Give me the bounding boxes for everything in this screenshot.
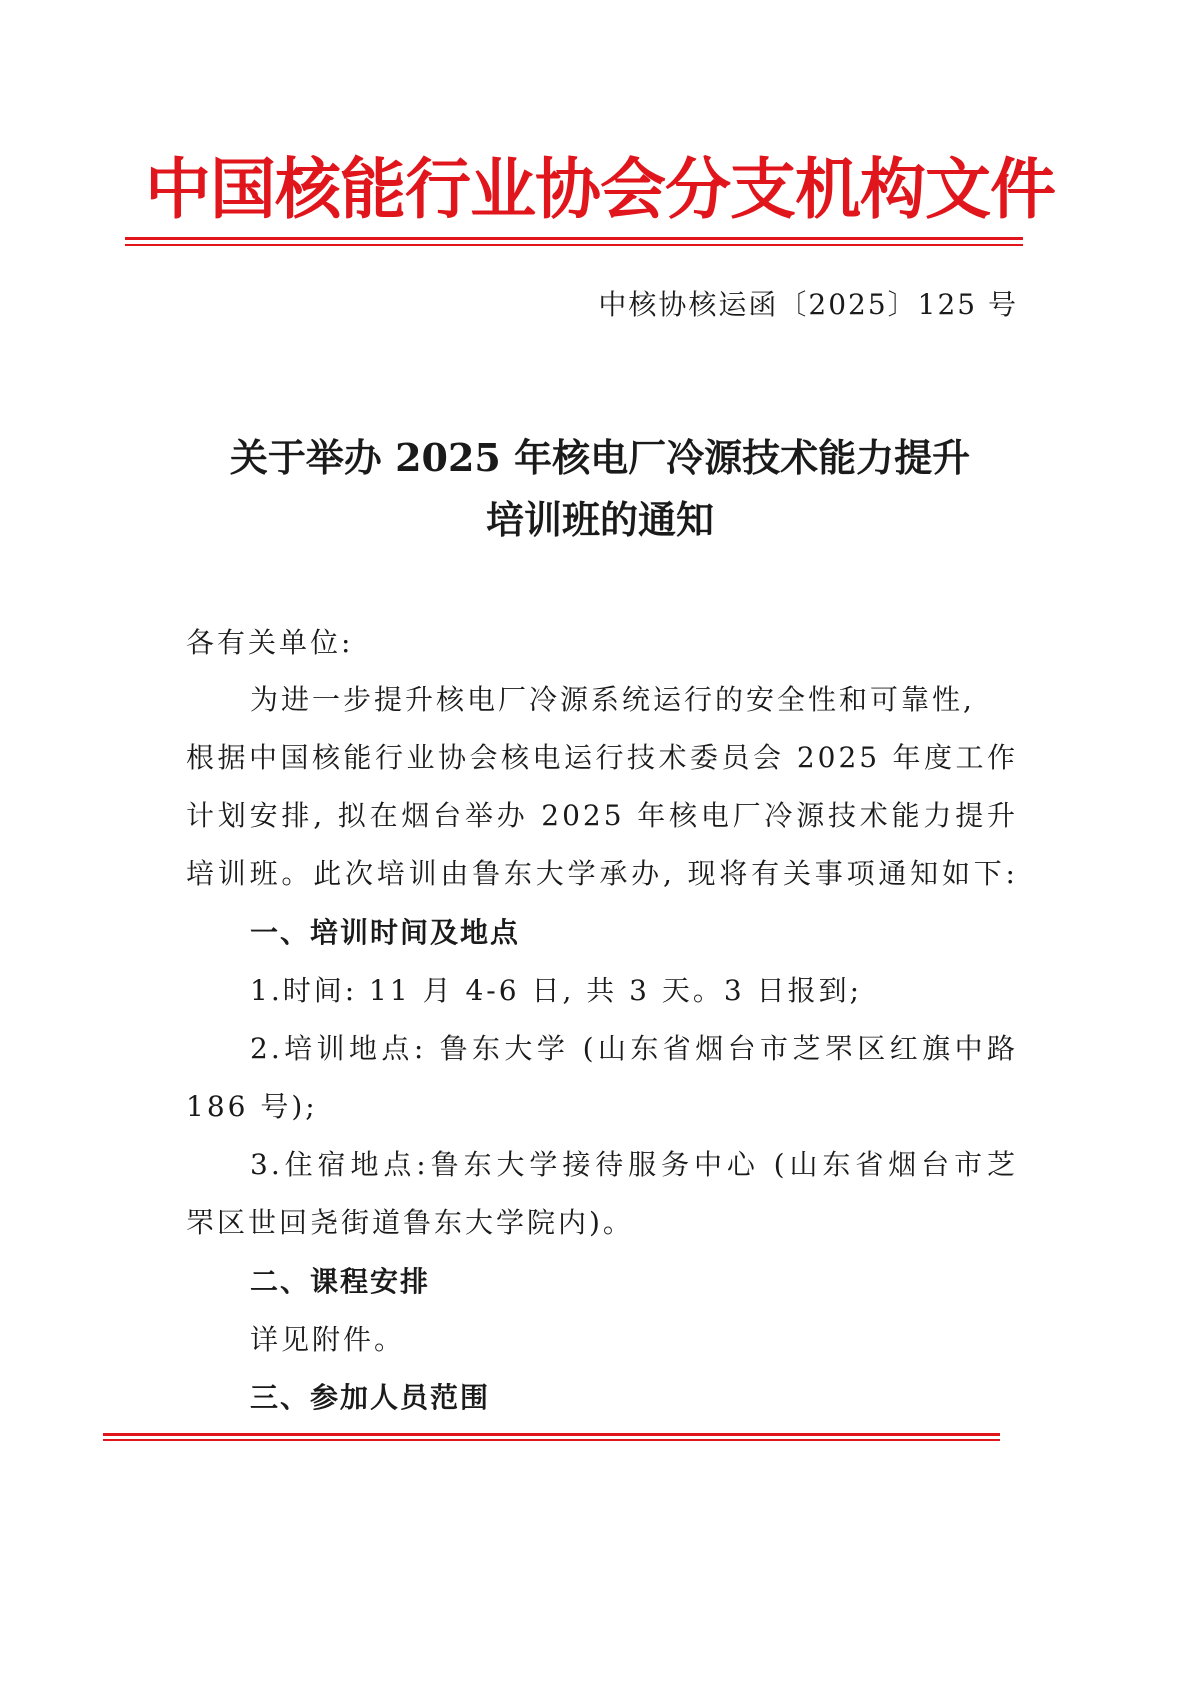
intro-line-3: 计划安排, 拟在烟台举办 2025 年核电厂冷源技术能力提升 <box>186 799 1018 832</box>
document-number: 中核协核运函〔2025〕125 号 <box>598 288 1018 321</box>
section-1-item-2-line-1: 2.培训地点: 鲁东大学 (山东省烟台市芝罘区红旗中路 <box>250 1032 1018 1065</box>
section-1-item-3-line-2: 罘区世回尧街道鲁东大学院内)。 <box>186 1206 634 1239</box>
salutation: 各有关单位: <box>186 626 354 659</box>
intro-line-4: 培训班。此次培训由鲁东大学承办, 现将有关事项通知如下: <box>186 857 1018 890</box>
section-2-text: 详见附件。 <box>250 1323 406 1356</box>
intro-line-1: 为进一步提升核电厂冷源系统运行的安全性和可靠性, <box>250 683 975 716</box>
section-1-heading: 一、培训时间及地点 <box>250 916 521 949</box>
section-2-heading: 二、课程安排 <box>250 1265 431 1298</box>
footer-rule <box>103 1433 1000 1436</box>
letterhead-rule <box>125 237 1023 240</box>
document-title-line-2: 培训班的通知 <box>485 497 714 542</box>
section-3-heading: 三、参加人员范围 <box>250 1381 491 1414</box>
document-title-line-1: 关于举办 2025 年核电厂冷源技术能力提升 <box>229 435 971 480</box>
section-1-item-1: 1.时间: 11 月 4-6 日, 共 3 天。3 日报到; <box>250 974 863 1007</box>
letterhead-title: 中国核能行业协会分支机构文件 <box>145 151 1055 228</box>
intro-line-2: 根据中国核能行业协会核电运行技术委员会 2025 年度工作 <box>186 741 1018 774</box>
letterhead-rule-secondary <box>125 244 1023 246</box>
section-1-item-3-line-1: 3.住宿地点:鲁东大学接待服务中心 (山东省烟台市芝 <box>250 1148 1018 1181</box>
section-1-item-2-line-2: 186 号); <box>186 1090 318 1123</box>
footer-rule-secondary <box>103 1439 1000 1441</box>
